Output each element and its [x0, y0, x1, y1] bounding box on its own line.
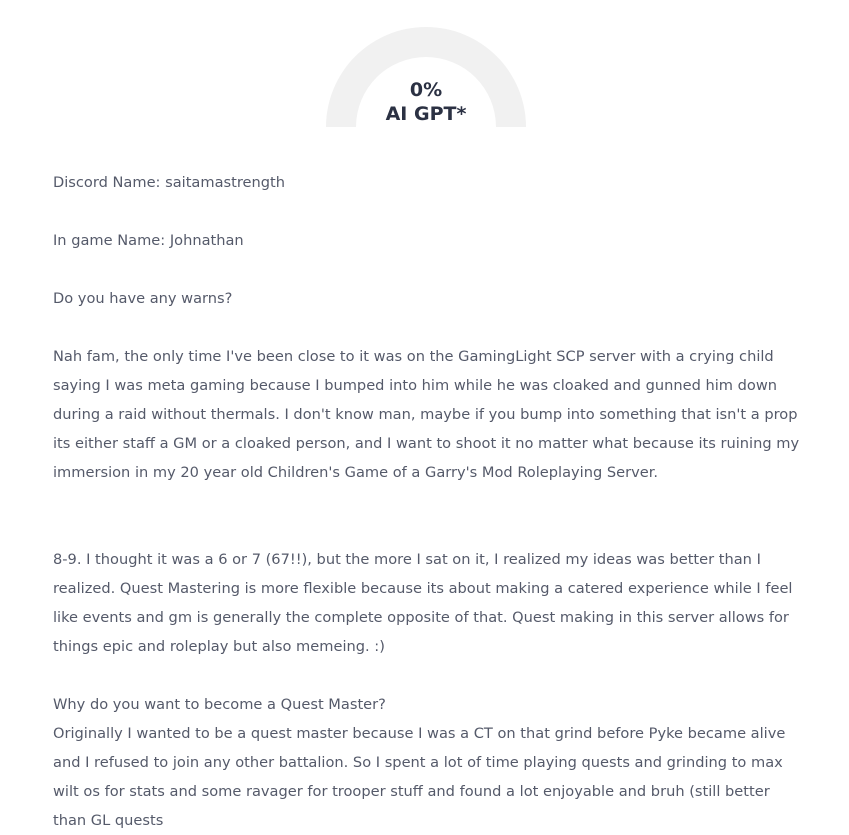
why-answer: Originally I wanted to be a quest master because I was a CT on that grind before Pyke became alive and I refused to join any other battalion. So I spent a lot of time playing quests and grinding to max wilt os for stats and some ravager for trooper stuff and found a lot enjoyable and bruh (still better than GL quests [53, 725, 786, 829]
rating-answer: 8-9. I thought it was a 6 or 7 (67!!), but the more I sat on it, I realized my ideas was better than I realized. Quest Mastering is more flexible because its about making a catered experience while I feel like events and gm is generally the complete opposite of that. Quest making in this server allows for things epic and roleplay but also memeing. :) [53, 551, 793, 655]
ai-score-gauge [325, 26, 527, 128]
ingame-name: In game Name: Johnathan [53, 232, 244, 249]
discord-name: Discord Name: saitamastrength [53, 174, 285, 191]
application-text [53, 168, 803, 835]
why-question: Why do you want to become a Quest Master? [53, 696, 386, 713]
warns-answer: Nah fam, the only time I've been close to it was on the GamingLight SCP server with a crying child saying I was meta gaming because I bumped into him while he was cloaked and gunned him down during a raid without thermals. I don't know man, maybe if you bump into something that isn't a prop its either staff a GM or a cloaked person, and I want to shoot it no matter what because its ruining my immersion in my 20 year old Children's Game of a Garry's Mod Roleplaying Server. [53, 348, 800, 481]
gauge-label: AI GPT* [385, 103, 467, 125]
warns-question: Do you have any warns? [53, 290, 233, 307]
gauge-percent: 0% [409, 79, 443, 101]
